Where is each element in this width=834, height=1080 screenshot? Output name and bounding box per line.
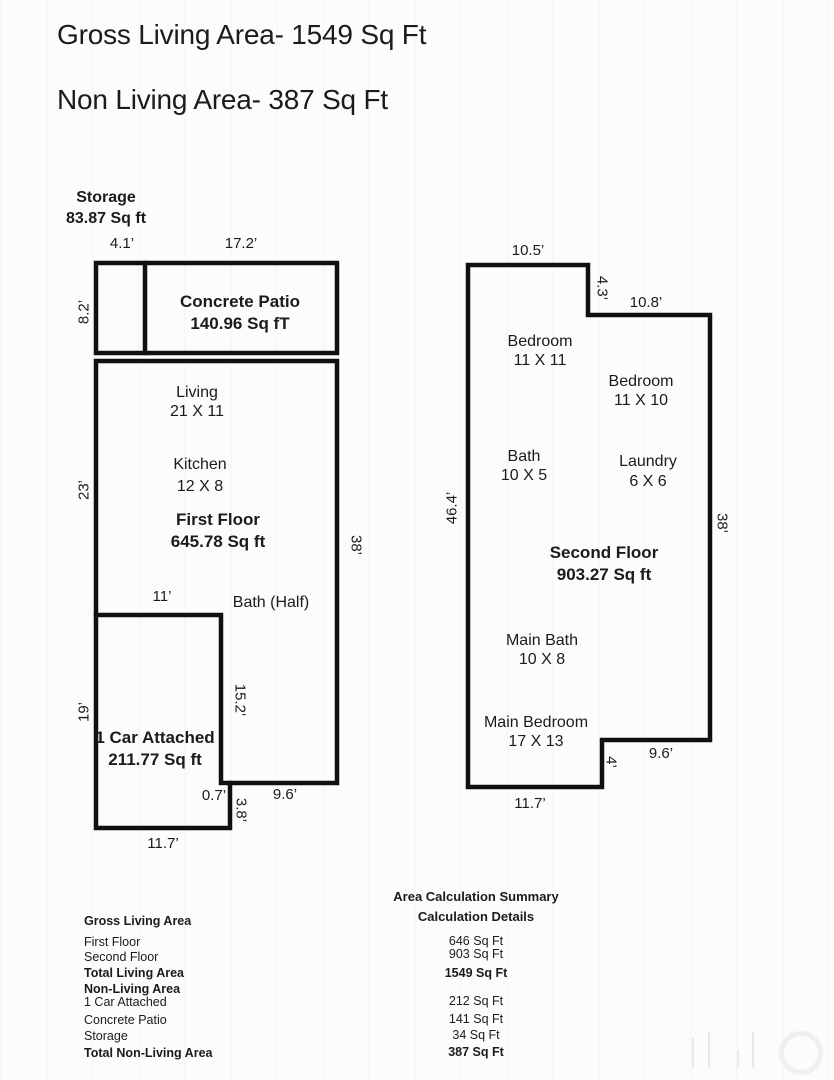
non-living-area-title: Non Living Area- 387 Sq Ft bbox=[57, 84, 388, 115]
dim-second-floor-upper-right: 10.8’ bbox=[629, 294, 663, 311]
dim-storage-width: 4.1’ bbox=[109, 235, 135, 252]
dim-second-floor-step: 4.3’ bbox=[593, 275, 611, 301]
main-bedroom-room-dims: 17 X 13 bbox=[508, 733, 564, 750]
dim-patio-width: 17.2’ bbox=[224, 235, 258, 252]
summary-row-label-garage: 1 Car Attached bbox=[84, 995, 167, 1009]
gross-living-area-title: Gross Living Area- 1549 Sq Ft bbox=[57, 19, 427, 50]
living-room-dims: 21 X 11 bbox=[170, 403, 224, 420]
watermark-bar bbox=[708, 1032, 710, 1068]
first-floor-area-label: 645.78 Sq ft bbox=[170, 532, 266, 551]
second-floor-area-label: 903.27 Sq ft bbox=[556, 565, 652, 584]
summary-row-label-gross-living: Gross Living Area bbox=[84, 914, 192, 928]
storage-room-label: Storage bbox=[76, 189, 136, 206]
kitchen-room-label: Kitchen bbox=[173, 456, 227, 473]
second-floor-outline bbox=[468, 265, 710, 787]
living-room-label: Living bbox=[176, 384, 218, 401]
main-bath-room-label: Main Bath bbox=[505, 632, 579, 649]
bedroom2-room-label: Bedroom bbox=[608, 373, 674, 390]
summary-row-label-storage: Storage bbox=[84, 1029, 128, 1043]
summary-row-label-first-floor: First Floor bbox=[84, 935, 141, 949]
laundry-room-dims: 6 X 6 bbox=[629, 473, 667, 490]
laundry-room-label: Laundry bbox=[619, 453, 677, 470]
summary-row-label-patio: Concrete Patio bbox=[84, 1013, 167, 1027]
concrete-patio-room-label: Concrete Patio bbox=[180, 292, 300, 311]
summary-row-label-non-living: Non-Living Area bbox=[84, 982, 181, 996]
dim-jog: 0.7’ bbox=[201, 787, 227, 804]
dim-second-floor-top: 10.5’ bbox=[511, 242, 545, 259]
summary-row-value-patio: 141 Sq Ft bbox=[448, 1012, 504, 1026]
dim-garage-top: 11’ bbox=[152, 588, 172, 605]
main-bedroom-room-label: Main Bedroom bbox=[483, 714, 589, 731]
bedroom1-room-label: Bedroom bbox=[507, 333, 573, 350]
dim-jog-down: 3.8’ bbox=[232, 797, 250, 823]
summary-row-value-second-floor: 903 Sq Ft bbox=[448, 947, 504, 961]
kitchen-room-dims: 12 X 8 bbox=[176, 478, 224, 495]
dim-garage-right: 15.2’ bbox=[231, 683, 249, 717]
garage-area-label: 211.77 Sq ft bbox=[108, 750, 202, 769]
main-bath-room-dims: 10 X 8 bbox=[518, 651, 566, 668]
bath-room-label: Bath bbox=[507, 448, 541, 465]
dim-notch-height: 4’ bbox=[602, 756, 620, 768]
dim-garage-bottom: 11.7’ bbox=[147, 835, 179, 852]
watermark-bar bbox=[692, 1038, 694, 1068]
summary-subtitle: Calculation Details bbox=[417, 909, 535, 924]
storage-area-label: 83.87 Sq ft bbox=[65, 210, 147, 227]
summary-row-value-total-living: 1549 Sq Ft bbox=[444, 966, 508, 980]
dim-first-floor-bottom-right: 9.6’ bbox=[272, 786, 298, 803]
bedroom2-room-dims: 11 X 10 bbox=[614, 392, 668, 409]
dim-patio-height: 8.2’ bbox=[75, 299, 93, 325]
half-bath-room-label: Bath (Half) bbox=[232, 594, 310, 611]
dim-second-floor-left: 46.4’ bbox=[443, 491, 461, 525]
dim-first-floor-left: 23’ bbox=[75, 479, 93, 501]
garage-room-label: 1 Car Attached bbox=[95, 728, 215, 747]
summary-row-label-total-non-living: Total Non-Living Area bbox=[84, 1046, 213, 1060]
first-floor-name-label: First Floor bbox=[175, 510, 261, 529]
dim-second-floor-bottom: 11.7’ bbox=[514, 795, 546, 812]
bath-room-dims: 10 X 5 bbox=[500, 467, 548, 484]
summary-row-value-total-non-living: 387 Sq Ft bbox=[448, 1045, 504, 1059]
summary-title: Area Calculation Summary bbox=[393, 889, 559, 904]
watermark-bar bbox=[737, 1050, 739, 1067]
summary-row-label-second-floor: Second Floor bbox=[84, 950, 159, 964]
concrete-patio-area-label: 140.96 Sq fT bbox=[190, 314, 290, 333]
dim-notch-width: 9.6’ bbox=[648, 745, 674, 762]
dim-second-floor-right: 38’ bbox=[713, 512, 731, 534]
second-floor-name-label: Second Floor bbox=[549, 543, 659, 562]
summary-row-value-garage: 212 Sq Ft bbox=[448, 994, 504, 1008]
summary-row-value-storage: 34 Sq Ft bbox=[452, 1028, 500, 1042]
dim-garage-left: 19’ bbox=[75, 701, 93, 723]
summary-row-value-first-floor: 646 Sq Ft bbox=[448, 934, 504, 948]
dim-first-floor-right: 38’ bbox=[347, 534, 365, 556]
watermark-circle bbox=[779, 1031, 823, 1075]
watermark-bar bbox=[752, 1032, 754, 1068]
summary-row-label-total-living: Total Living Area bbox=[84, 966, 185, 980]
bedroom1-room-dims: 11 X 11 bbox=[513, 352, 567, 369]
